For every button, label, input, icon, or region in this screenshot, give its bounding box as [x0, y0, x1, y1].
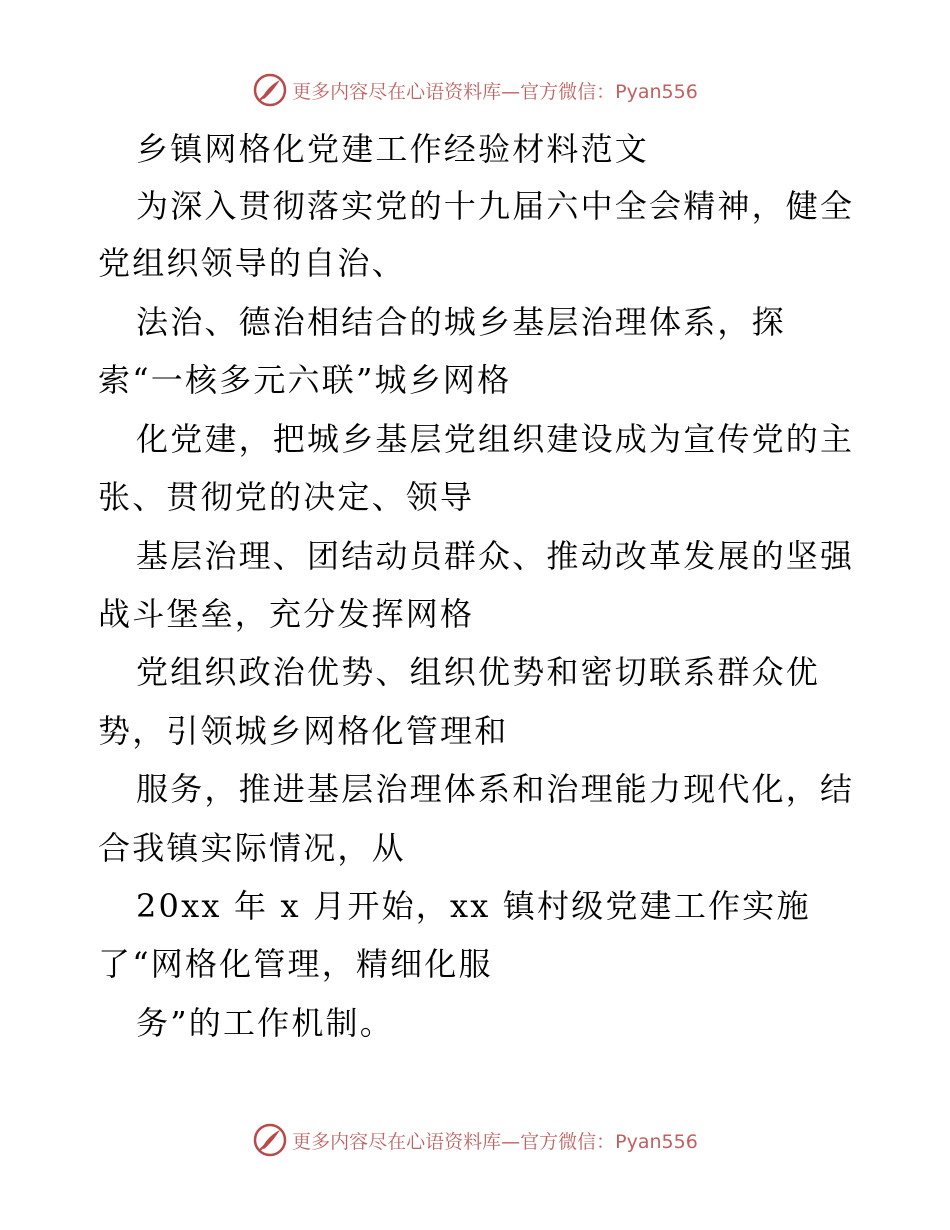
paragraph-line: 党组织政治优势、组织优势和密切联系群众优 — [136, 653, 821, 691]
paragraph-line: 法治、德治相结合的城乡基层治理体系，探 — [136, 303, 786, 341]
paragraph-line: 为深入贯彻落实党的十九届六中全会精神，健全 — [136, 187, 855, 225]
paragraph-line: 服务，推进基层治理体系和治理能力现代化，结 — [136, 770, 855, 808]
paragraph-line: 20xx 年 x 月开始，xx 镇村级党建工作实施 — [136, 887, 811, 925]
quill-pen-logo-icon — [252, 1122, 288, 1158]
paragraph-line: 索“一核多元六联”城乡网格 — [98, 361, 512, 399]
footer-watermark — [0, 1120, 950, 1160]
paragraph-line: 合我镇实际情况，从 — [98, 829, 406, 867]
watermark-text: 更多内容尽在心语资料库—官方微信：Pyan556 — [292, 80, 698, 103]
paragraph-line: 化党建，把城乡基层党组织建设成为宣传党的主 — [136, 420, 855, 458]
quill-pen-logo-icon — [252, 72, 288, 108]
paragraph-line: 基层治理、团结动员群众、推动改革发展的坚强 — [136, 537, 855, 575]
paragraph-line: 党组织领导的自治、 — [98, 244, 406, 282]
paragraph-line: 张、贯彻党的决定、领导 — [98, 478, 475, 516]
paragraph-line: 了“网格化管理，精细化服 — [98, 945, 493, 983]
paragraph-line: 务”的工作机制。 — [136, 1004, 394, 1042]
paragraph-line: 势，引领城乡网格化管理和 — [98, 712, 509, 750]
header-watermark — [0, 70, 950, 110]
paragraph-line: 战斗堡垒，充分发挥网格 — [98, 595, 475, 633]
document-title: 乡镇网格化党建工作经验材料范文 — [136, 130, 650, 168]
watermark-text: 更多内容尽在心语资料库—官方微信：Pyan556 — [292, 1130, 698, 1153]
